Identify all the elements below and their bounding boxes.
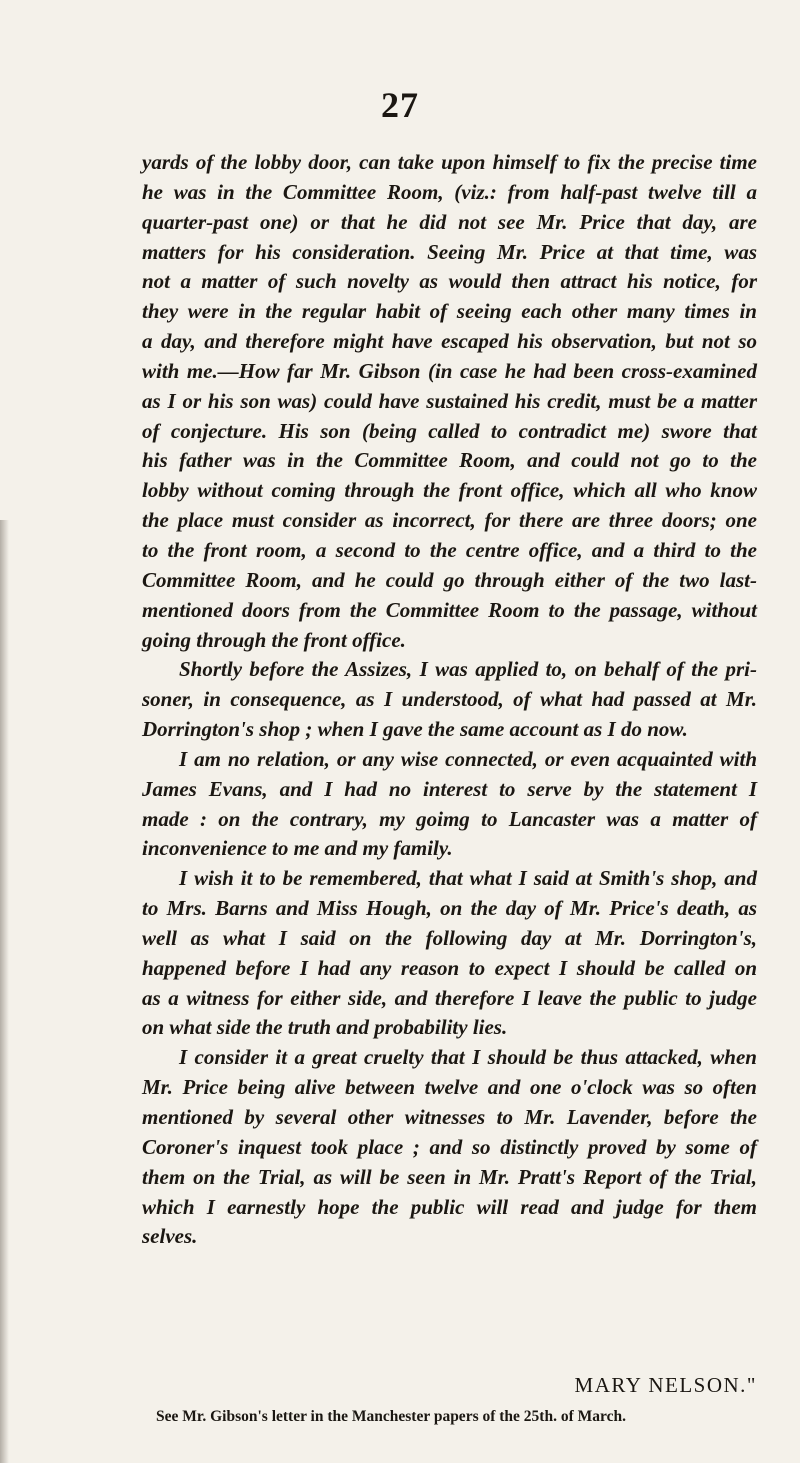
text-line: Shortly before the Assizes, I was applied to, on behalf of the pri- xyxy=(179,657,757,682)
text-line: I wish it to be remembered, that what I said at Smith's shop, and xyxy=(179,866,757,891)
text-line: happened before I had any reason to expect I should be called on xyxy=(142,955,757,980)
text-line: quarter-past one) or that he did not see Mr. Price that day, are xyxy=(142,209,757,234)
text-line: not a matter of such novelty as would then attract his notice, for xyxy=(142,269,757,294)
text-line: Committee Room, and he could go through either of the two last- xyxy=(142,567,757,592)
text-line: I consider it a great cruelty that I should be thus attacked, when xyxy=(179,1045,757,1070)
text-line: to Mrs. Barns and Miss Hough, on the day of Mr. Price's death, as xyxy=(142,896,757,921)
text-line: on what side the truth and probability lies. xyxy=(142,1015,508,1040)
text-line: to the front room, a second to the centre office, and a third to the xyxy=(142,537,757,562)
text-line: his father was in the Committee Room, and could not go to the xyxy=(142,448,757,473)
signature: MARY NELSON." xyxy=(574,1373,757,1397)
text-line: them on the Trial, as will be seen in Mr. Pratt's Report of the Trial, xyxy=(142,1164,757,1189)
text-line: as I or his son was) could have sustained his credit, must be a matter xyxy=(142,388,757,413)
text-line: Coroner's inquest took place ; and so distinctly proved by some of xyxy=(142,1134,757,1159)
text-line: going through the front office. xyxy=(142,627,406,652)
text-line: the place must consider as incorrect, for there are three doors; one xyxy=(142,508,757,533)
text-line: matters for his consideration. Seeing Mr. Price at that time, was xyxy=(142,239,757,264)
page-edge-shadow xyxy=(0,520,9,1463)
text-line: made : on the contrary, my goimg to Lancaster was a matter of xyxy=(142,806,757,831)
text-line: inconvenience to me and my family. xyxy=(142,836,453,861)
page-number: 27 xyxy=(381,85,419,125)
footnote: See Mr. Gibson's letter in the Manchester papers of the 25th. of March. xyxy=(156,1408,626,1425)
text-line: I am no relation, or any wise connected, or even acquainted with xyxy=(179,746,757,771)
text-line: selves. xyxy=(142,1224,198,1249)
text-line: as a witness for either side, and therefore I leave the public to judge xyxy=(142,985,757,1010)
text-line: Mr. Price being alive between twelve and one o'clock was so often xyxy=(142,1075,757,1100)
text-line: mentioned doors from the Committee Room to the passage, without xyxy=(142,597,757,622)
text-line: James Evans, and I had no interest to serve by the statement I xyxy=(142,776,757,801)
text-line: with me.—How far Mr. Gibson (in case he had been cross-examined xyxy=(142,358,757,383)
text-line: well as what I said on the following day at Mr. Dorrington's, xyxy=(142,925,757,950)
text-line: of conjecture. His son (being called to contradict me) swore that xyxy=(142,418,757,443)
text-line: soner, in consequence, as I understood, of what had passed at Mr. xyxy=(142,687,757,712)
text-line: which I earnestly hope the public will read and judge for them xyxy=(142,1194,757,1219)
text-line: yards of the lobby door, can take upon himself to fix the precise time xyxy=(142,150,757,174)
text-line: he was in the Committee Room, (viz.: from half-past twelve till a xyxy=(142,179,757,204)
text-line: lobby without coming through the front office, which all who know xyxy=(142,478,757,503)
text-line: they were in the regular habit of seeing each other many times in xyxy=(142,299,757,324)
text-line: Dorrington's shop ; when I gave the same account as I do now. xyxy=(142,717,688,742)
text-line: a day, and therefore might have escaped his observation, but not so xyxy=(142,329,757,354)
body-text xyxy=(142,148,757,1252)
text-line: mentioned by several other witnesses to Mr. Lavender, before the xyxy=(142,1105,757,1129)
